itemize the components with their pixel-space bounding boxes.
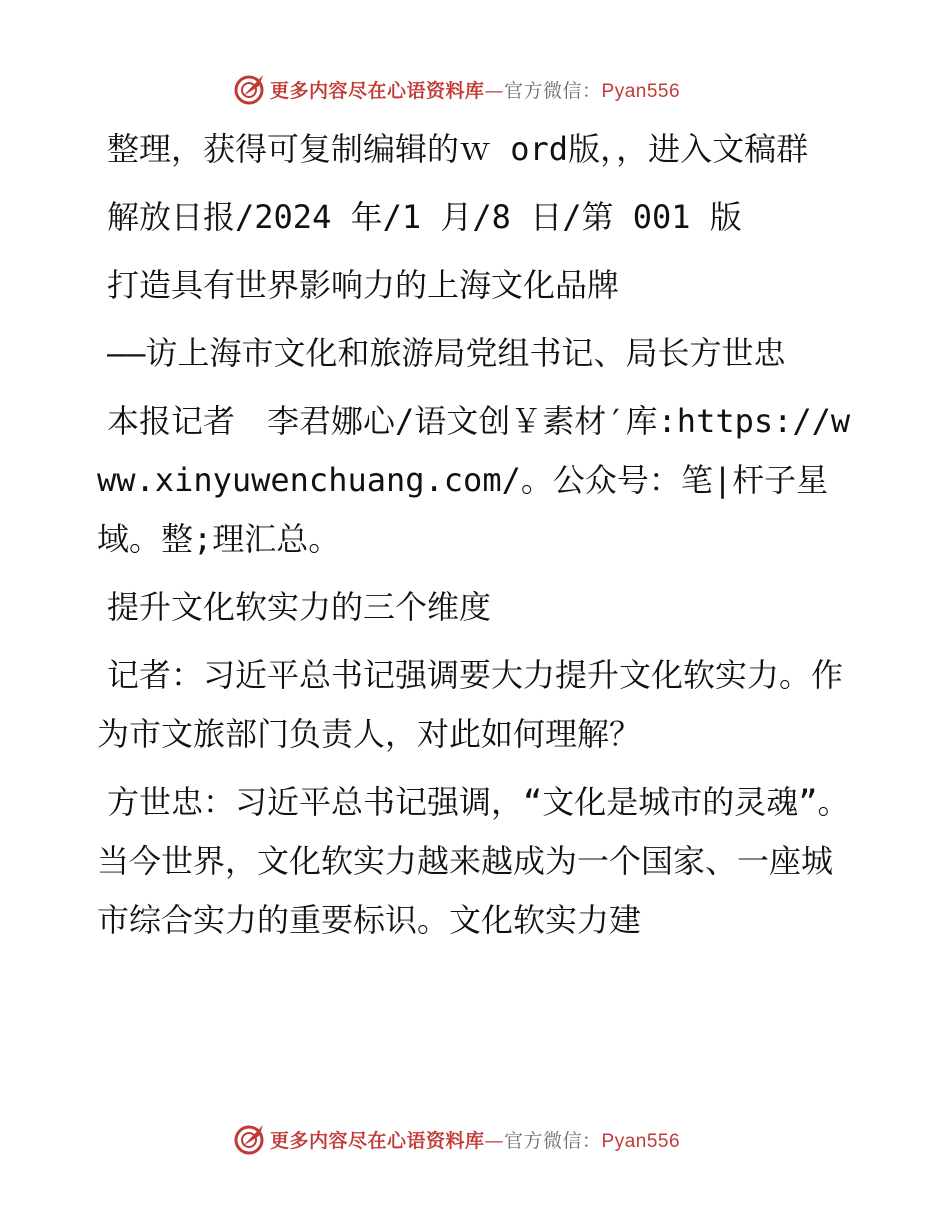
- watermark-suffix: 官方微信：: [504, 1130, 602, 1152]
- watermark-main: 更多内容尽在心语资料库: [270, 80, 485, 102]
- feather-pen-circle-icon: [233, 1122, 267, 1156]
- watermark-text: [270, 1126, 680, 1153]
- paragraph-source: 解放日报/2024 年/1 月/8 日/第 001 版: [107, 198, 742, 236]
- paragraph-notice: 整理，获得可复制编辑的ｗ ord版，，进入文稿群: [107, 130, 809, 168]
- watermark-wechat-id: Pyan556: [601, 81, 681, 102]
- header-watermark: [0, 70, 950, 110]
- paragraph-subheadline: ——访上海市文化和旅游局党组书记、局长方世忠: [107, 334, 786, 372]
- paragraph-answer: 方世忠：习近平总书记强调，“文化是城市的灵魂”。当今世界，文化软实力越来越成为一个国家、一座城市综合实力的重要标识。文化软实力建: [97, 783, 850, 939]
- watermark-dash: —: [484, 80, 505, 102]
- watermark-dash: —: [484, 1130, 505, 1152]
- paragraph-section-heading: 提升文化软实力的三个维度: [107, 588, 492, 626]
- feather-pen-circle-icon: [233, 72, 267, 106]
- paragraph-question: 记者：习近平总书记强调要大力提升文化软实力。作为市文旅部门负责人，对此如何理解？: [97, 656, 844, 753]
- watermark-suffix: 官方微信：: [504, 80, 602, 102]
- footer-watermark: [0, 1120, 950, 1160]
- paragraph-byline: 本报记者 李君娜心/语文创￥素材′库:https://www.xinyuwenchuang.com/。公众号：笔|杆子星域。整;理汇总。: [97, 402, 851, 558]
- watermark-main: 更多内容尽在心语资料库: [270, 1130, 485, 1152]
- watermark-text: [270, 76, 680, 103]
- watermark-wechat-id: Pyan556: [601, 1131, 681, 1152]
- paragraph-headline: 打造具有世界影响力的上海文化品牌: [107, 266, 620, 304]
- article-body: [97, 120, 857, 950]
